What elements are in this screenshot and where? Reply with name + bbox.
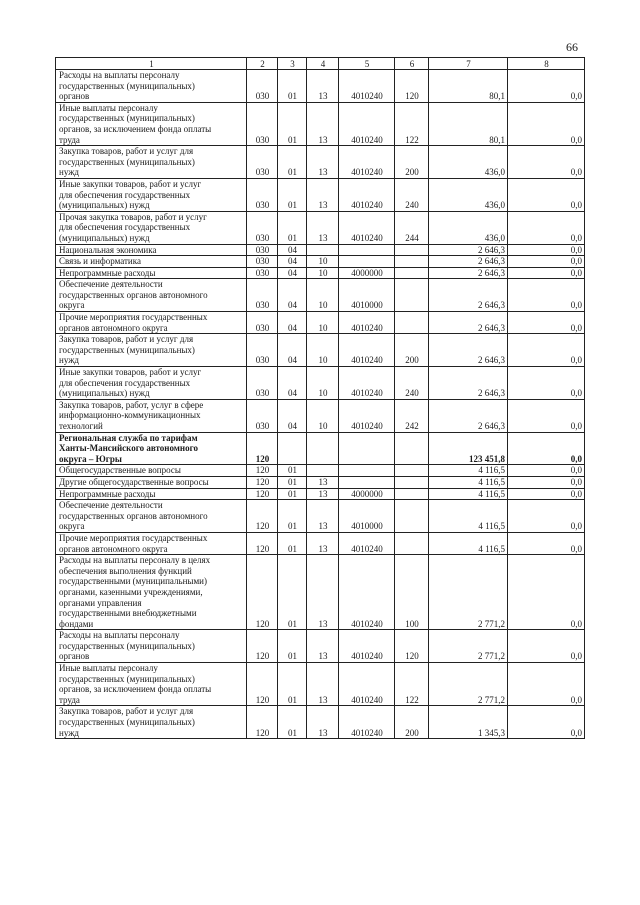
admin-code-cell: 120 xyxy=(247,555,278,630)
subsection-code-cell: 13 xyxy=(307,532,339,554)
expense-type-cell xyxy=(395,244,429,256)
second-amount-cell: 0,0 xyxy=(508,70,585,103)
admin-code-cell: 030 xyxy=(247,178,278,211)
row-name-cell: Расходы на выплаты персоналу государственных (муниципальных) органов xyxy=(56,630,247,663)
row-name-cell: Закупка товаров, работ, услуг в сфере информационно-коммуникационных технологий xyxy=(56,399,247,432)
amount-cell: 2 646,3 xyxy=(429,367,508,400)
target-article-cell: 4010000 xyxy=(339,279,395,312)
expense-type-cell: 200 xyxy=(395,334,429,367)
target-article-cell: 4010240 xyxy=(339,367,395,400)
amount-cell: 2 646,3 xyxy=(429,267,508,279)
amount-cell: 436,0 xyxy=(429,178,508,211)
second-amount-cell: 0,0 xyxy=(508,267,585,279)
table-row xyxy=(56,267,585,279)
admin-code-cell: 120 xyxy=(247,663,278,706)
section-code-cell: 01 xyxy=(278,663,307,706)
amount-cell: 436,0 xyxy=(429,211,508,244)
row-name-cell: Непрограммные расходы xyxy=(56,267,247,279)
target-article-cell: 4000000 xyxy=(339,267,395,279)
subsection-code-cell: 13 xyxy=(307,663,339,706)
section-code-cell: 04 xyxy=(278,279,307,312)
expense-type-cell: 122 xyxy=(395,663,429,706)
expense-type-cell: 122 xyxy=(395,102,429,145)
subsection-code-cell xyxy=(307,432,339,465)
second-amount-cell: 0,0 xyxy=(508,432,585,465)
admin-code-cell: 030 xyxy=(247,244,278,256)
second-amount-cell: 0,0 xyxy=(508,532,585,554)
second-amount-cell: 0,0 xyxy=(508,367,585,400)
second-amount-cell: 0,0 xyxy=(508,706,585,739)
expense-type-cell xyxy=(395,256,429,268)
section-code-cell: 04 xyxy=(278,312,307,334)
subsection-code-cell: 13 xyxy=(307,488,339,500)
amount-cell: 2 771,2 xyxy=(429,555,508,630)
subsection-code-cell: 10 xyxy=(307,334,339,367)
row-name-cell: Прочая закупка товаров, работ и услуг для обеспечения государственных (муниципальных) нужд xyxy=(56,211,247,244)
expense-type-cell xyxy=(395,532,429,554)
budget-table xyxy=(55,57,585,739)
amount-cell: 2 646,3 xyxy=(429,279,508,312)
row-name-cell: Обеспечение деятельности государственных органов автономного округа xyxy=(56,279,247,312)
section-code-cell: 01 xyxy=(278,146,307,179)
amount-cell: 4 116,5 xyxy=(429,465,508,477)
expense-type-cell xyxy=(395,476,429,488)
target-article-cell: 4010240 xyxy=(339,102,395,145)
second-amount-cell: 0,0 xyxy=(508,256,585,268)
section-code-cell: 01 xyxy=(278,211,307,244)
table-row xyxy=(56,102,585,145)
section-code-cell: 04 xyxy=(278,244,307,256)
section-code-cell: 04 xyxy=(278,334,307,367)
column-header: 7 xyxy=(429,58,508,70)
row-name-cell: Прочие мероприятия государственных органов автономного округа xyxy=(56,312,247,334)
admin-code-cell: 120 xyxy=(247,476,278,488)
subsection-code-cell xyxy=(307,465,339,477)
target-article-cell xyxy=(339,244,395,256)
subsection-code-cell: 13 xyxy=(307,70,339,103)
column-header: 2 xyxy=(247,58,278,70)
target-article-cell: 4010240 xyxy=(339,211,395,244)
table-row xyxy=(56,312,585,334)
header-row xyxy=(56,58,585,70)
row-name-cell: Другие общегосударственные вопросы xyxy=(56,476,247,488)
row-name-cell: Закупка товаров, работ и услуг для государственных (муниципальных) нужд xyxy=(56,334,247,367)
admin-code-cell: 120 xyxy=(247,432,278,465)
subsection-code-cell: 10 xyxy=(307,399,339,432)
target-article-cell: 4010240 xyxy=(339,706,395,739)
section-code-cell: 01 xyxy=(278,70,307,103)
amount-cell: 436,0 xyxy=(429,146,508,179)
amount-cell: 4 116,5 xyxy=(429,532,508,554)
second-amount-cell: 0,0 xyxy=(508,663,585,706)
expense-type-cell: 244 xyxy=(395,211,429,244)
target-article-cell xyxy=(339,432,395,465)
column-header: 3 xyxy=(278,58,307,70)
subsection-code-cell: 13 xyxy=(307,555,339,630)
row-name-cell: Иные закупки товаров, работ и услуг для обеспечения государственных (муниципальных) нужд xyxy=(56,178,247,211)
section-code-cell: 04 xyxy=(278,256,307,268)
amount-cell: 80,1 xyxy=(429,70,508,103)
target-article-cell: 4010240 xyxy=(339,146,395,179)
target-article-cell: 4010240 xyxy=(339,334,395,367)
section-code-cell: 04 xyxy=(278,399,307,432)
second-amount-cell: 0,0 xyxy=(508,476,585,488)
target-article-cell xyxy=(339,476,395,488)
table-row xyxy=(56,630,585,663)
target-article-cell xyxy=(339,256,395,268)
admin-code-cell: 030 xyxy=(247,279,278,312)
amount-cell: 2 646,3 xyxy=(429,399,508,432)
expense-type-cell xyxy=(395,500,429,533)
table-row xyxy=(56,146,585,179)
expense-type-cell xyxy=(395,312,429,334)
expense-type-cell xyxy=(395,488,429,500)
admin-code-cell: 030 xyxy=(247,256,278,268)
column-header: 5 xyxy=(339,58,395,70)
amount-cell: 2 646,3 xyxy=(429,334,508,367)
section-code-cell xyxy=(278,432,307,465)
section-code-cell: 01 xyxy=(278,178,307,211)
admin-code-cell: 030 xyxy=(247,367,278,400)
expense-type-cell: 120 xyxy=(395,70,429,103)
table-row xyxy=(56,211,585,244)
row-name-cell: Региональная служба по тарифам Ханты-Мансийского автономного округа – Югры xyxy=(56,432,247,465)
table-row xyxy=(56,706,585,739)
admin-code-cell: 120 xyxy=(247,532,278,554)
table-row xyxy=(56,476,585,488)
section-code-cell: 01 xyxy=(278,555,307,630)
second-amount-cell: 0,0 xyxy=(508,500,585,533)
table-row xyxy=(56,399,585,432)
row-name-cell: Обеспечение деятельности государственных органов автономного округа xyxy=(56,500,247,533)
subsection-code-cell xyxy=(307,244,339,256)
admin-code-cell: 030 xyxy=(247,102,278,145)
table-row xyxy=(56,256,585,268)
table-row xyxy=(56,532,585,554)
amount-cell: 1 345,3 xyxy=(429,706,508,739)
subsection-code-cell: 13 xyxy=(307,211,339,244)
expense-type-cell xyxy=(395,279,429,312)
target-article-cell: 4000000 xyxy=(339,488,395,500)
table-row xyxy=(56,465,585,477)
column-header: 8 xyxy=(508,58,585,70)
table-row xyxy=(56,334,585,367)
subsection-code-cell: 13 xyxy=(307,146,339,179)
amount-cell: 4 116,5 xyxy=(429,500,508,533)
amount-cell: 2 771,2 xyxy=(429,663,508,706)
section-code-cell: 04 xyxy=(278,367,307,400)
row-name-cell: Национальная экономика xyxy=(56,244,247,256)
amount-cell: 123 451,8 xyxy=(429,432,508,465)
second-amount-cell: 0,0 xyxy=(508,488,585,500)
amount-cell: 2 771,2 xyxy=(429,630,508,663)
table-row xyxy=(56,663,585,706)
expense-type-cell xyxy=(395,432,429,465)
second-amount-cell: 0,0 xyxy=(508,146,585,179)
table-row xyxy=(56,244,585,256)
expense-type-cell: 200 xyxy=(395,146,429,179)
amount-cell: 4 116,5 xyxy=(429,476,508,488)
row-name-cell: Связь и информатика xyxy=(56,256,247,268)
expense-type-cell: 240 xyxy=(395,367,429,400)
section-code-cell: 01 xyxy=(278,465,307,477)
subsection-code-cell: 13 xyxy=(307,476,339,488)
amount-cell: 2 646,3 xyxy=(429,256,508,268)
amount-cell: 2 646,3 xyxy=(429,244,508,256)
admin-code-cell: 030 xyxy=(247,267,278,279)
row-name-cell: Расходы на выплаты персоналу в целях обеспечения выполнения функций государственными (муниципальными) органами, казенными учреждениями, органами управления государственными внебюджетными фондами xyxy=(56,555,247,630)
table-row xyxy=(56,367,585,400)
section-code-cell: 01 xyxy=(278,532,307,554)
admin-code-cell: 030 xyxy=(247,399,278,432)
admin-code-cell: 030 xyxy=(247,312,278,334)
table-row xyxy=(56,279,585,312)
admin-code-cell: 120 xyxy=(247,500,278,533)
second-amount-cell: 0,0 xyxy=(508,312,585,334)
subsection-code-cell: 10 xyxy=(307,312,339,334)
amount-cell: 80,1 xyxy=(429,102,508,145)
admin-code-cell: 120 xyxy=(247,488,278,500)
column-header: 6 xyxy=(395,58,429,70)
row-name-cell: Закупка товаров, работ и услуг для государственных (муниципальных) нужд xyxy=(56,146,247,179)
table-row xyxy=(56,70,585,103)
target-article-cell: 4010000 xyxy=(339,500,395,533)
admin-code-cell: 030 xyxy=(247,211,278,244)
section-code-cell: 01 xyxy=(278,706,307,739)
second-amount-cell: 0,0 xyxy=(508,399,585,432)
target-article-cell: 4010240 xyxy=(339,312,395,334)
second-amount-cell: 0,0 xyxy=(508,630,585,663)
second-amount-cell: 0,0 xyxy=(508,244,585,256)
expense-type-cell xyxy=(395,465,429,477)
admin-code-cell: 120 xyxy=(247,706,278,739)
target-article-cell xyxy=(339,465,395,477)
subsection-code-cell: 10 xyxy=(307,367,339,400)
row-name-cell: Прочие мероприятия государственных органов автономного округа xyxy=(56,532,247,554)
admin-code-cell: 030 xyxy=(247,70,278,103)
expense-type-cell xyxy=(395,267,429,279)
table-body xyxy=(56,70,585,739)
expense-type-cell: 240 xyxy=(395,178,429,211)
row-name-cell: Иные выплаты персоналу государственных (муниципальных) органов, за исключением фонда оплаты труда xyxy=(56,663,247,706)
subsection-code-cell: 13 xyxy=(307,500,339,533)
second-amount-cell: 0,0 xyxy=(508,279,585,312)
target-article-cell: 4010240 xyxy=(339,178,395,211)
subsection-code-cell: 10 xyxy=(307,267,339,279)
subsection-code-cell: 10 xyxy=(307,279,339,312)
subsection-code-cell: 13 xyxy=(307,102,339,145)
admin-code-cell: 030 xyxy=(247,334,278,367)
admin-code-cell: 120 xyxy=(247,465,278,477)
target-article-cell: 4010240 xyxy=(339,399,395,432)
section-code-cell: 01 xyxy=(278,630,307,663)
expense-type-cell: 242 xyxy=(395,399,429,432)
row-name-cell: Иные выплаты персоналу государственных (муниципальных) органов, за исключением фонда оплаты труда xyxy=(56,102,247,145)
row-name-cell: Общегосударственные вопросы xyxy=(56,465,247,477)
section-code-cell: 01 xyxy=(278,500,307,533)
table-row xyxy=(56,555,585,630)
row-name-cell: Непрограммные расходы xyxy=(56,488,247,500)
expense-type-cell: 200 xyxy=(395,706,429,739)
column-header: 1 xyxy=(56,58,247,70)
subsection-code-cell: 10 xyxy=(307,256,339,268)
amount-cell: 2 646,3 xyxy=(429,312,508,334)
section-code-cell: 01 xyxy=(278,488,307,500)
amount-cell: 4 116,5 xyxy=(429,488,508,500)
row-name-cell: Расходы на выплаты персоналу государственных (муниципальных) органов xyxy=(56,70,247,103)
target-article-cell: 4010240 xyxy=(339,532,395,554)
subsection-code-cell: 13 xyxy=(307,630,339,663)
page-number: 66 xyxy=(566,40,578,54)
row-name-cell: Иные закупки товаров, работ и услуг для обеспечения государственных (муниципальных) нужд xyxy=(56,367,247,400)
second-amount-cell: 0,0 xyxy=(508,465,585,477)
admin-code-cell: 030 xyxy=(247,146,278,179)
expense-type-cell: 120 xyxy=(395,630,429,663)
target-article-cell: 4010240 xyxy=(339,70,395,103)
target-article-cell: 4010240 xyxy=(339,630,395,663)
target-article-cell: 4010240 xyxy=(339,555,395,630)
table-row xyxy=(56,488,585,500)
table-row xyxy=(56,500,585,533)
subsection-code-cell: 13 xyxy=(307,178,339,211)
second-amount-cell: 0,0 xyxy=(508,555,585,630)
row-name-cell: Закупка товаров, работ и услуг для государственных (муниципальных) нужд xyxy=(56,706,247,739)
section-code-cell: 01 xyxy=(278,102,307,145)
table-row xyxy=(56,432,585,465)
section-code-cell: 04 xyxy=(278,267,307,279)
second-amount-cell: 0,0 xyxy=(508,178,585,211)
section-code-cell: 01 xyxy=(278,476,307,488)
second-amount-cell: 0,0 xyxy=(508,102,585,145)
second-amount-cell: 0,0 xyxy=(508,334,585,367)
table-row xyxy=(56,178,585,211)
subsection-code-cell: 13 xyxy=(307,706,339,739)
column-header: 4 xyxy=(307,58,339,70)
target-article-cell: 4010240 xyxy=(339,663,395,706)
second-amount-cell: 0,0 xyxy=(508,211,585,244)
admin-code-cell: 120 xyxy=(247,630,278,663)
expense-type-cell: 100 xyxy=(395,555,429,630)
